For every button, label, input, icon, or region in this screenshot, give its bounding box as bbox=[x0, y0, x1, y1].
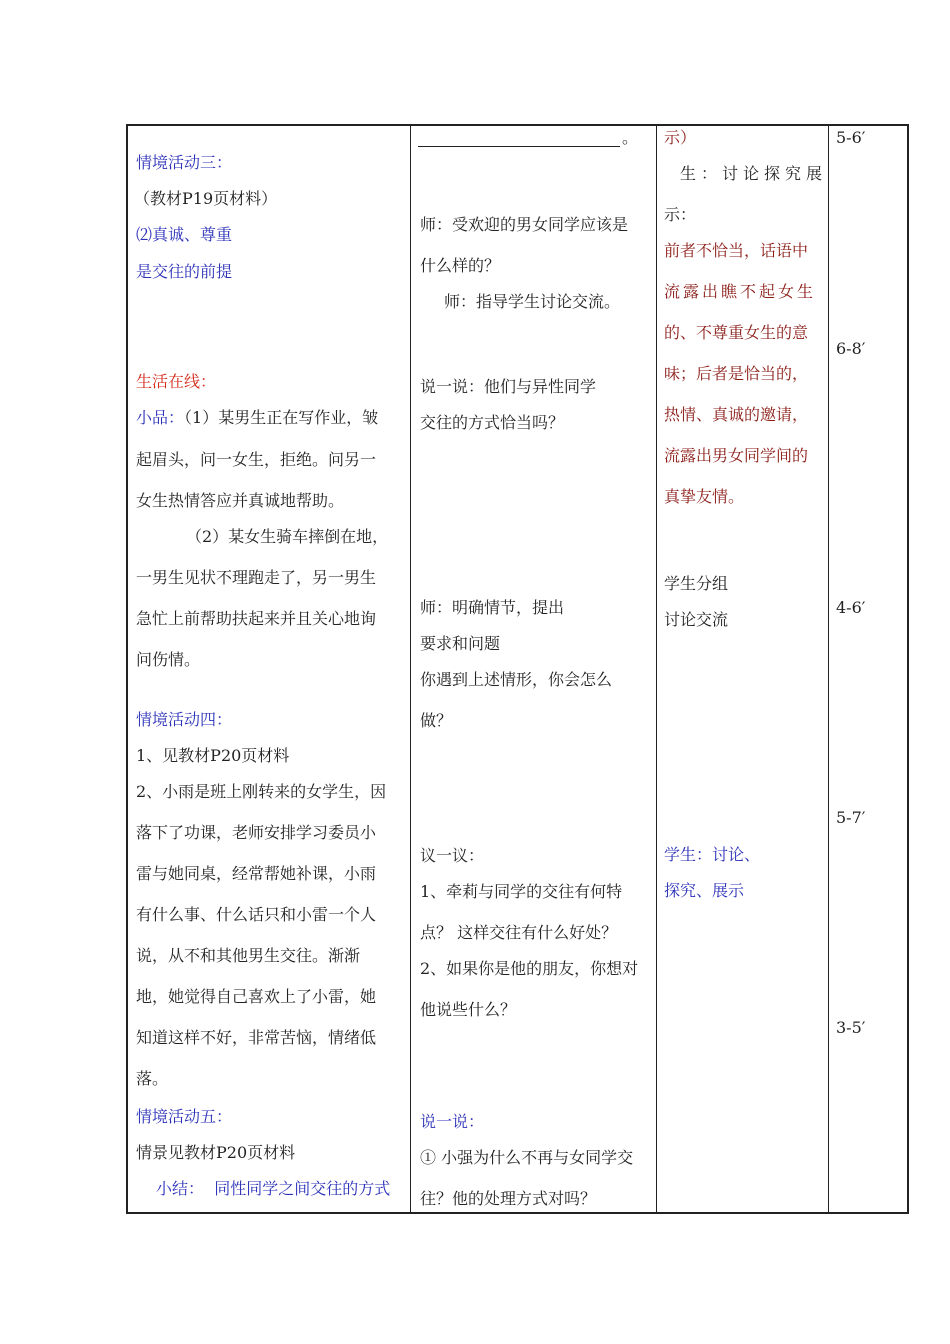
activity3-title: 情境活动三： bbox=[136, 153, 233, 172]
discuss-question: 2、如果你是他的朋友，你想对 bbox=[420, 959, 639, 978]
time-allocation: 6-8′ bbox=[836, 339, 866, 358]
say2-title: 说一说： bbox=[420, 1112, 485, 1131]
discuss-title: 议一议： bbox=[420, 846, 485, 865]
skit-line: （2）某女生骑车摔倒在地， bbox=[186, 527, 389, 546]
skit-line: 问伤情。 bbox=[136, 650, 201, 669]
time-allocation: 3-5′ bbox=[836, 1018, 866, 1037]
teacher-question: 什么样的？ bbox=[420, 256, 501, 275]
skit-label: 小品： bbox=[136, 408, 185, 427]
answer-line: 流露出男女同学间的 bbox=[664, 446, 809, 465]
activity4-line: 2、小雨是班上刚转来的女学生，因 bbox=[136, 782, 387, 801]
answer-line: 前者不恰当，话语中 bbox=[664, 241, 809, 260]
teacher-prompt: 师：明确情节，提出 bbox=[420, 598, 565, 617]
answer-line: 的、不尊重女生的意 bbox=[664, 323, 809, 342]
activity4-line: 落。 bbox=[136, 1069, 169, 1088]
say2-question: 往？他的处理方式对吗？ bbox=[420, 1189, 597, 1208]
point2-line2: 是交往的前提 bbox=[136, 262, 233, 281]
point2-line1: ⑵真诚、尊重 bbox=[136, 225, 233, 244]
skit-line: 一男生见状不理跑走了，另一男生 bbox=[136, 568, 377, 587]
summary-line bbox=[156, 1179, 390, 1199]
teacher-prompt: 你遇到上述情形，你会怎么 bbox=[420, 670, 613, 689]
time-allocation: 5-6′ bbox=[836, 128, 866, 147]
activity5-title: 情境活动五： bbox=[136, 1107, 233, 1126]
time-allocation: 4-6′ bbox=[836, 598, 866, 617]
answer-line: 热情、真诚的邀请， bbox=[664, 405, 809, 424]
skit-line: 女生热情答应并真诚地帮助。 bbox=[136, 491, 345, 510]
student-activity: 生：讨论探究展 bbox=[680, 164, 828, 183]
time-allocation: 5-7′ bbox=[836, 808, 866, 827]
teacher-prompt: 做？ bbox=[420, 711, 453, 730]
skit-line bbox=[136, 408, 378, 428]
say2-question: ① 小强为什么不再与女同学交 bbox=[420, 1148, 634, 1167]
teacher-question: 师：受欢迎的男女同学应该是 bbox=[420, 215, 629, 234]
column-divider bbox=[828, 126, 829, 1212]
say-question: 交往的方式恰当吗？ bbox=[420, 413, 565, 432]
activity4-title: 情境活动四： bbox=[136, 710, 233, 729]
summary-label: 小结： bbox=[156, 1179, 205, 1198]
activity4-line: 说，从不和其他男生交往。渐渐 bbox=[136, 946, 361, 965]
group-discussion: 讨论交流 bbox=[664, 610, 729, 629]
activity4-line: 落下了功课，老师安排学习委员小 bbox=[136, 823, 377, 842]
life-online-heading: 生活在线： bbox=[136, 372, 217, 391]
activity3-source: （教材P19页材料） bbox=[134, 189, 278, 208]
discuss-question: 他说些什么？ bbox=[420, 1000, 517, 1019]
teacher-guide: 师：指导学生讨论交流。 bbox=[444, 292, 621, 311]
skit-text: （1）某男生正在写作业，皱 bbox=[184, 408, 379, 427]
student-discussion: 学生：讨论、 bbox=[664, 845, 761, 864]
discuss-question: 1、牵莉与同学的交往有何特 bbox=[420, 882, 623, 901]
student-discussion: 探究、展示 bbox=[664, 881, 745, 900]
teacher-prompt: 要求和问题 bbox=[420, 634, 501, 653]
activity4-line: 地，她觉得自己喜欢上了小雷，她 bbox=[136, 987, 377, 1006]
blank-end-mark: 。 bbox=[622, 128, 639, 147]
say-question: 说一说：他们与异性同学 bbox=[420, 377, 597, 396]
skit-line: 急忙上前帮助扶起来并且关心地询 bbox=[136, 609, 377, 628]
activity4-line: 雷与她同桌，经常帮她补课，小雨 bbox=[136, 864, 377, 883]
activity4-line: 1、见教材P20页材料 bbox=[136, 746, 290, 765]
student-activity: 示： bbox=[664, 205, 697, 224]
activity4-line: 有什么事、什么话只和小雷一个人 bbox=[136, 905, 377, 924]
column-divider bbox=[656, 126, 657, 1212]
answer-line: 流露出瞧不起女生 bbox=[664, 282, 817, 301]
activity5-line: 情景见教材P20页材料 bbox=[136, 1143, 296, 1162]
skit-line: 起眉头，问一女生，拒绝。问另一 bbox=[136, 450, 377, 469]
answer-line: 味；后者是恰当的， bbox=[664, 364, 809, 383]
discuss-question: 点？ 这样交往有什么好处？ bbox=[420, 923, 618, 942]
group-discussion: 学生分组 bbox=[664, 574, 729, 593]
col3-top-text: 示） bbox=[664, 128, 697, 147]
answer-line: 真挚友情。 bbox=[664, 487, 745, 506]
column-divider bbox=[410, 126, 411, 1212]
fill-blank-line bbox=[418, 146, 620, 147]
activity4-line: 知道这样不好，非常苦恼，情绪低 bbox=[136, 1028, 377, 1047]
summary-text: 同性同学之间交往的方式 bbox=[214, 1179, 391, 1198]
